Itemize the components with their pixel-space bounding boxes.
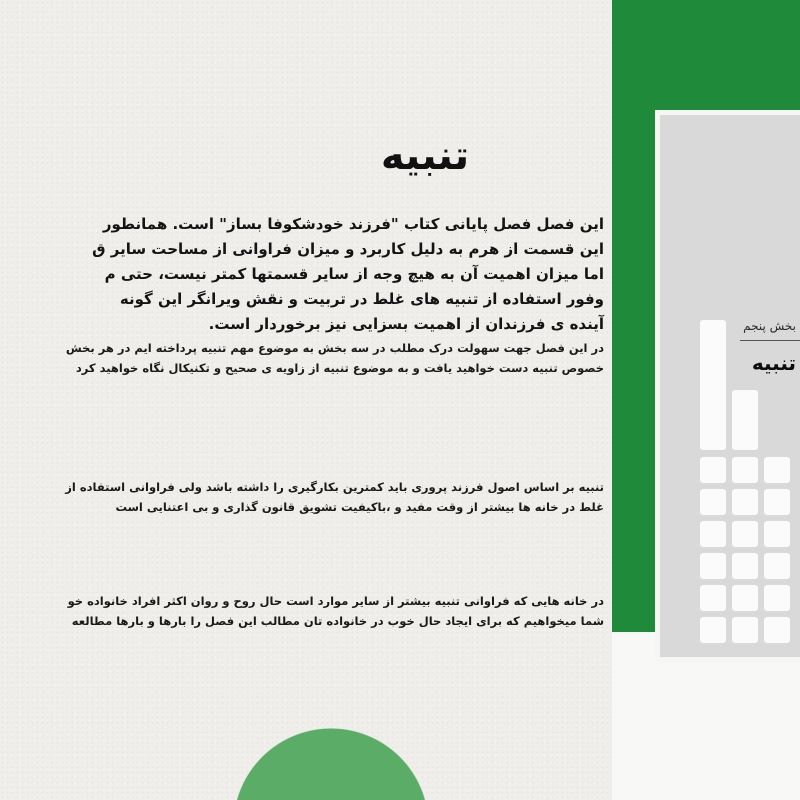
paragraph-line: تنبیه بر اساس اصول فرزند پروری باید کمترین بکارگیری را داشته باشد ولی فراوانی استفاده از [65,480,604,494]
section-title: تنبیه [751,351,796,375]
intro-line: اما میزان اهمیت آن به هیچ وجه از سایر قسمتها کمتر نیست، حتی م [104,265,604,283]
intro-line: آینده ی فرزندان از اهمیت بسزایی نیز برخوردار است. [208,315,604,333]
panel-block [700,521,726,547]
panel-block [700,585,726,611]
panel-bar [732,390,758,450]
panel-block [764,489,790,515]
panel-bar [700,320,726,450]
panel-block [764,617,790,643]
paragraph-usage [0,477,604,517]
paragraph-line: در این فصل جهت سهولت درک مطلب در سه بخش به موضوع مهم تنبیه پرداخته ایم در هر بخش [65,341,604,355]
panel-block [700,617,726,643]
section-divider [740,340,800,341]
page-title: تنبیه [380,133,470,179]
panel-block [732,457,758,483]
panel-block [764,457,790,483]
panel-block [732,521,758,547]
panel-block [764,585,790,611]
side-panel [655,110,800,662]
intro-line: این قسمت از هرم به دلیل کاربرد و میزان فراوانی از مساحت سایر ق [92,240,604,258]
paragraph-line: غلط در خانه ها بیشتر از وقت مفید و ،باکیفیت تشویق قانون گذاری و بی اعتنایی است [115,500,604,514]
paragraph-line: در خانه هایی که فراوانی تنبیه بیشتر از سایر موارد است حال روح و روان اکثر افراد خانواده خو [67,594,604,608]
panel-block [700,489,726,515]
section-label: بخش پنجم [743,319,796,333]
panel-block [700,457,726,483]
panel-block [700,553,726,579]
paragraph-sections [0,338,604,378]
panel-block [732,617,758,643]
intro-line: این فصل فصل پایانی کتاب "فرزند خودشکوفا بساز" است. همانطور [102,215,604,233]
decorative-circle [233,728,429,800]
paragraph-family [0,591,604,631]
panel-block [764,521,790,547]
paragraph-line: شما میخواهیم که برای ایجاد حال خوب در خانواده تان مطالب این فصل را بارها و بارها مطالعه [71,614,604,628]
panel-block [732,553,758,579]
intro-paragraph [0,212,604,337]
panel-block [732,585,758,611]
intro-line: وفور استفاده از تنبیه های غلط در تربیت و نقش ویرانگر این گونه [119,290,604,308]
panel-block [732,489,758,515]
panel-block [764,553,790,579]
paragraph-line: خصوص تنبیه دست خواهید یافت و به موضوع تنبیه از زاویه ی صحیح و تکنیکال نگاه خواهید کرد [75,361,604,375]
